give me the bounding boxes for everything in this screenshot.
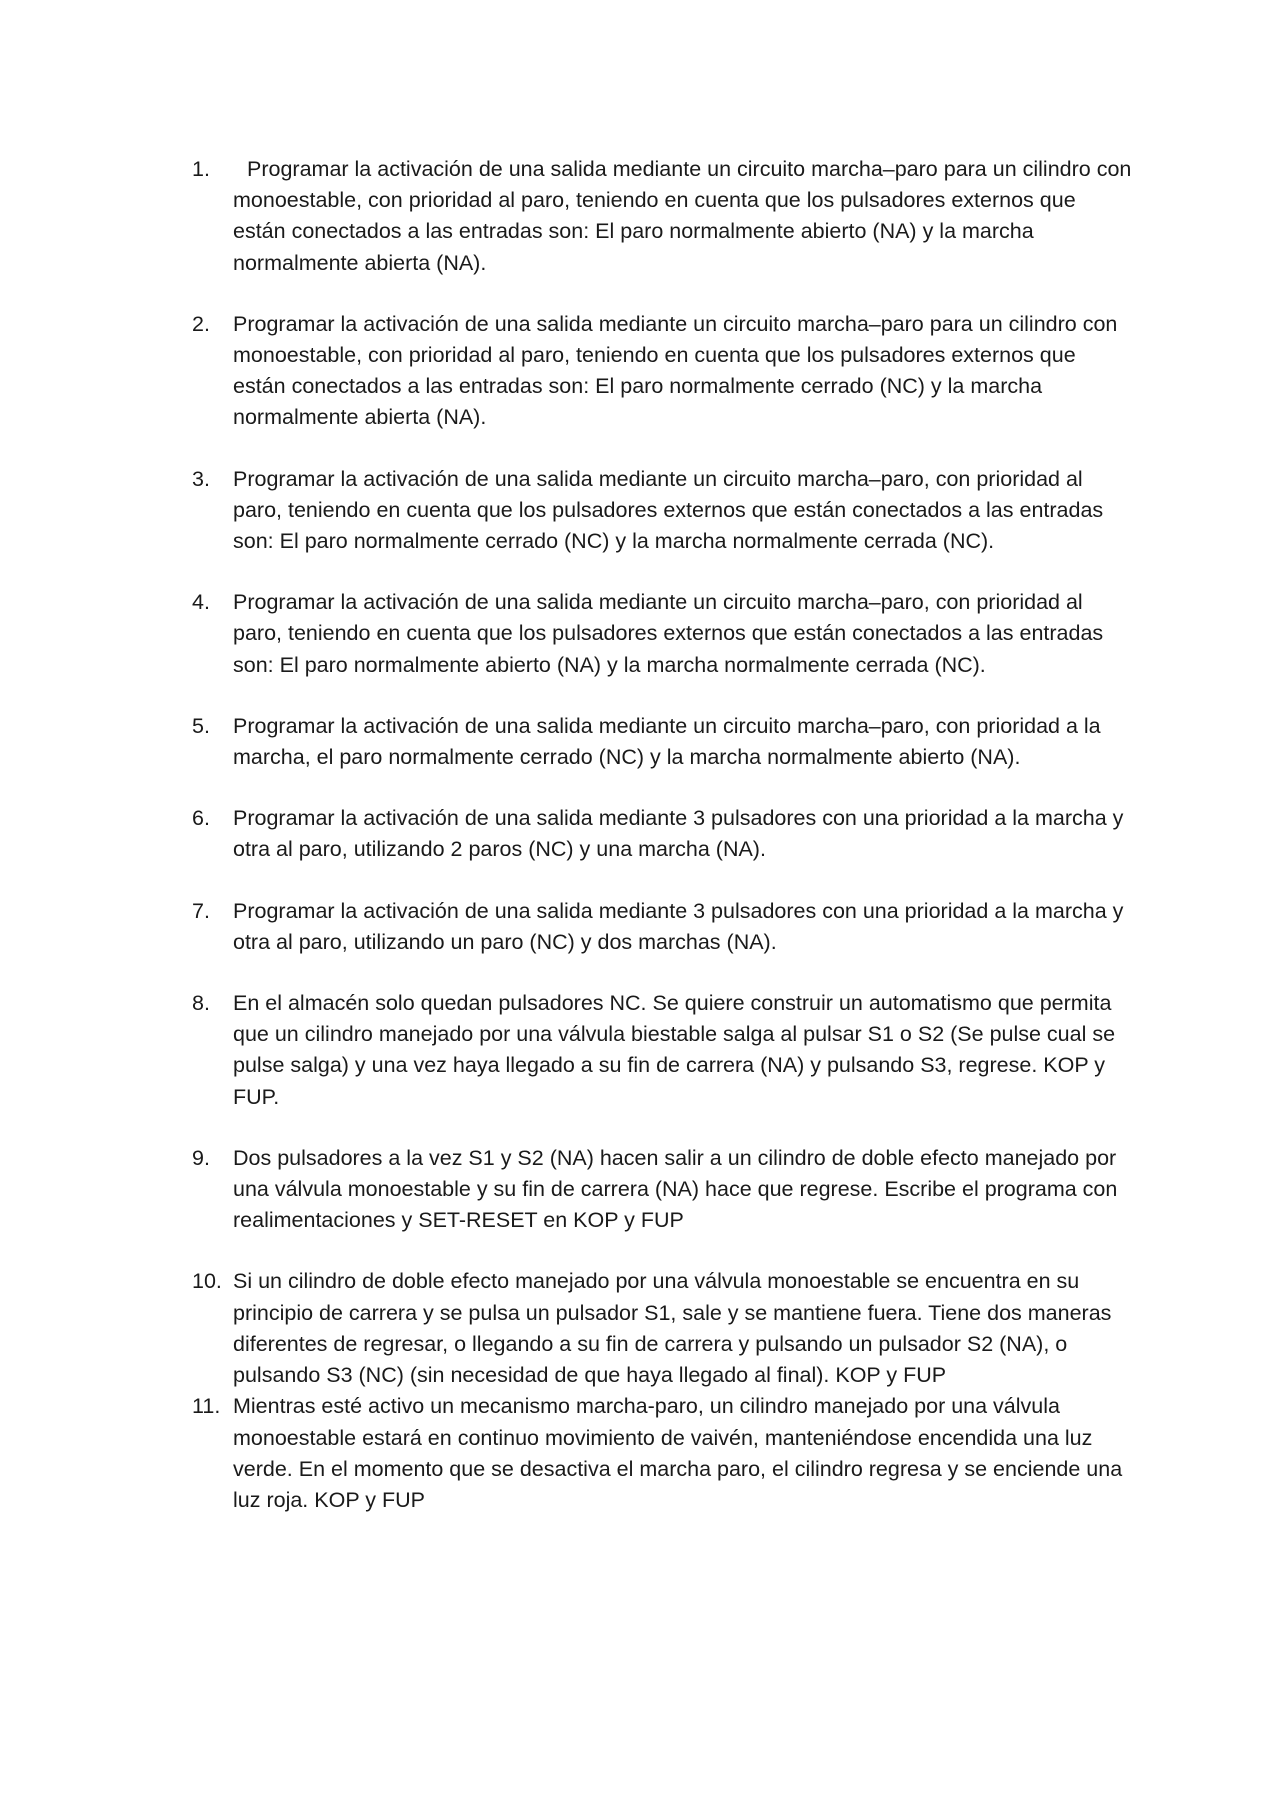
item-number: 6. xyxy=(192,806,210,831)
list-item xyxy=(192,587,1132,681)
item-text: Mientras esté activo un mecanismo marcha-paro, un cilindro manejado por una válvula monoestable estará en continuo movimiento de vaivén, manteniéndose encendida una luz verde. En el momento que se desactiva el marcha paro, el cilindro regresa y se enciende una luz roja. KOP y FUP xyxy=(233,1394,1123,1512)
item-number: 5. xyxy=(192,713,210,738)
item-number: 3. xyxy=(192,466,210,491)
item-number: 2. xyxy=(192,311,210,336)
item-number: 1. xyxy=(192,157,210,181)
item-number: 10. xyxy=(192,1269,222,1294)
list-item xyxy=(192,309,1132,434)
item-number: 9. xyxy=(192,1145,210,1170)
item-text: Programar la activación de una salida mediante un circuito marcha–paro para un cilindro con monoestable, con prioridad al paro, teniendo en cuenta que los pulsadores externos que están conectados a las entradas son: El paro normalmente cerrado (NC) y la marcha normalmente abierta (NA). xyxy=(233,311,1118,430)
item-text: En el almacén solo quedan pulsadores NC. Se quiere construir un automatismo que permita que un cilindro manejado por una válvula biestable salga al pulsar S1 o S2 (Se pulse cual se pulse salga) y una vez haya llegado a su fin de carrera (NA) y pulsando S3, regrese. KOP y FUP. xyxy=(233,991,1116,1109)
item-number: 8. xyxy=(192,991,210,1016)
list-item xyxy=(192,988,1132,1113)
item-number: 7. xyxy=(192,898,210,923)
list-item xyxy=(192,464,1132,558)
list-item xyxy=(192,1143,1132,1237)
item-text: Programar la activación de una salida mediante un circuito marcha–paro, con prioridad al paro, teniendo en cuenta que los pulsadores externos que están conectados a las entradas son: El paro normalmente cerrado (NC) y la marcha normalmente cerrada (NC). xyxy=(233,466,1104,554)
item-text: Programar la activación de una salida mediante un circuito marcha–paro, con prioridad a la marcha, el paro normalmente cerrado (NC) y la marcha normalmente abierto (NA). xyxy=(233,713,1101,770)
list-item xyxy=(192,803,1132,865)
item-text: Programar la activación de una salida mediante un circuito marcha–paro, con prioridad al paro, teniendo en cuenta que los pulsadores externos que están conectados a las entradas son: El paro normalmente abierto (NA) y la marcha normalmente cerrada (NC). xyxy=(233,590,1104,677)
exercise-list xyxy=(192,154,1132,1516)
item-number: 11. xyxy=(192,1394,221,1419)
list-item xyxy=(192,154,1132,279)
item-text: Dos pulsadores a la vez S1 y S2 (NA) hacen salir a un cilindro de doble efecto manejado por una válvula monoestable y su fin de carrera (NA) hace que regrese. Escribe el programa con realimentaciones y SET-RESET en KOP y FUP xyxy=(233,1145,1118,1233)
item-text: Si un cilindro de doble efecto manejado por una válvula monoestable se encuentra en su principio de carrera y se pulsa un pulsador S1, sale y se mantiene fuera. Tiene dos maneras diferentes de regresar, o llegando a su fin de carrera y pulsando un pulsador S2 (NA), o pulsando S3 (NC) (sin necesidad de que haya llegado al final). KOP y FUP xyxy=(233,1269,1112,1388)
list-item xyxy=(192,896,1132,958)
item-text: Programar la activación de una salida mediante 3 pulsadores con una prioridad a la marcha y otra al paro, utilizando 2 paros (NC) y una marcha (NA). xyxy=(233,806,1124,862)
list-item xyxy=(192,711,1132,773)
list-item xyxy=(192,1266,1132,1391)
list-item xyxy=(192,1391,1132,1516)
item-text: Programar la activación de una salida mediante un circuito marcha–paro para un cilindro con monoestable, con prioridad al paro, teniendo en cuenta que los pulsadores externos que están conectados a las entradas son: El paro normalmente abierto (NA) y la marcha normalmente abierta (NA). xyxy=(233,157,1132,275)
item-number: 4. xyxy=(192,590,210,615)
item-text: Programar la activación de una salida mediante 3 pulsadores con una prioridad a la marcha y otra al paro, utilizando un paro (NC) y dos marchas (NA). xyxy=(233,898,1124,954)
